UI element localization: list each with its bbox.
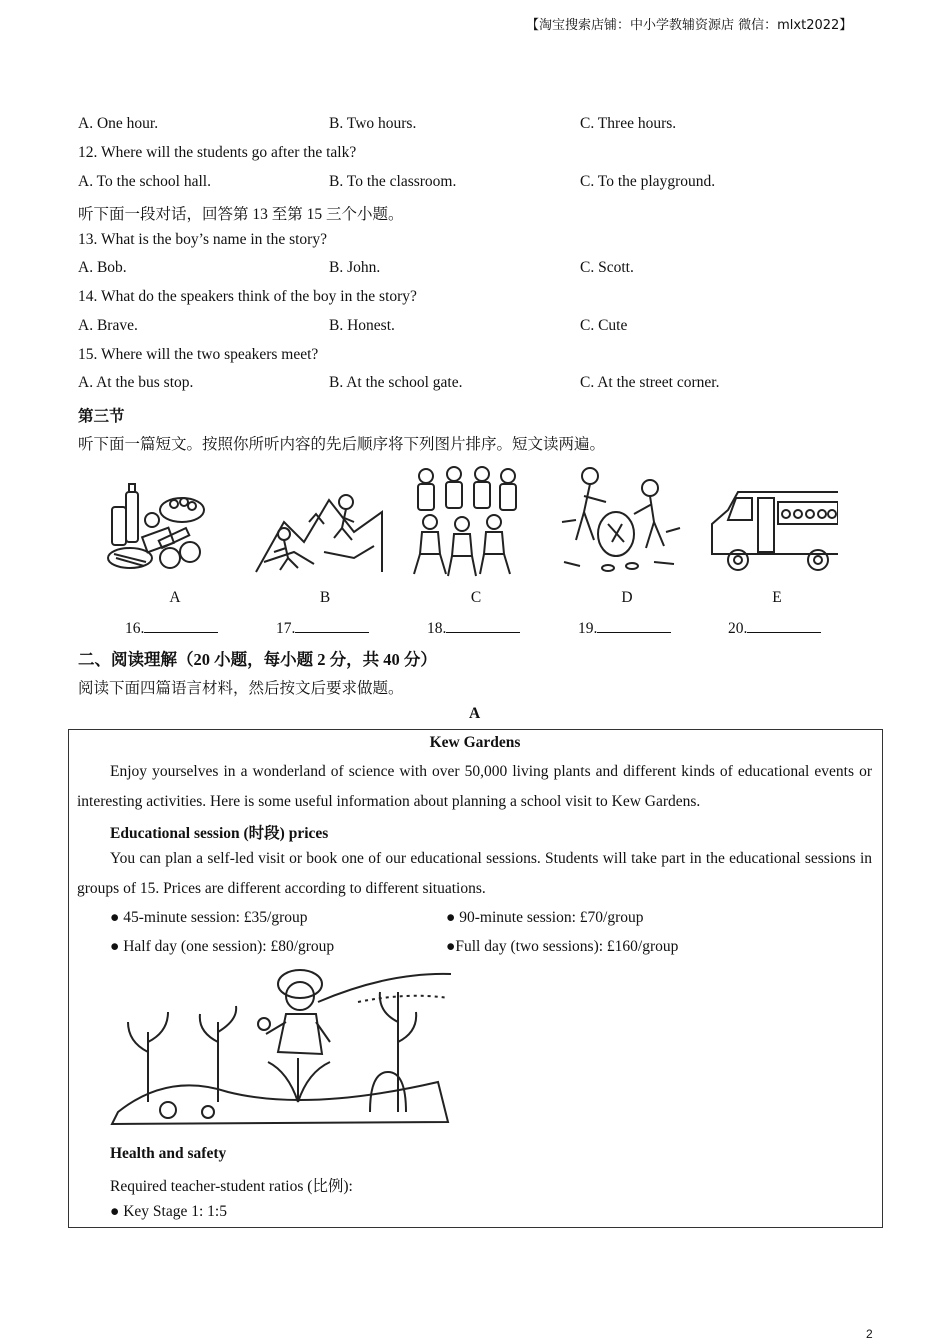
answer-blank-16[interactable]: [125, 618, 218, 638]
answer-blank-20-number: 20.: [728, 620, 748, 637]
answer-blank-19-number: 19.: [578, 620, 598, 637]
answer-blank-18[interactable]: [427, 618, 520, 638]
q13-question: [78, 231, 878, 253]
section3-instruction-text: 听下面一篇短文。按照你所听内容的先后顺序将下列图片排序。短文读两遍。: [78, 436, 606, 453]
answer-blank-20[interactable]: [728, 618, 821, 638]
q13-options: [78, 259, 878, 281]
q13-option-b: B. John.: [329, 259, 381, 276]
q11-options: [78, 115, 878, 137]
prices-heading: Educational session (时段) prices: [110, 825, 329, 842]
page-number: 2: [866, 1327, 873, 1341]
picture-label-e: E: [772, 589, 782, 606]
passage-intro: [77, 757, 872, 816]
q14-option-c: C. Cute: [580, 317, 628, 334]
q12-options: [78, 173, 878, 195]
q15-option-a: A. At the bus stop.: [78, 374, 194, 391]
price-item-45min: ● 45-minute session: £35/group: [110, 909, 308, 926]
q12-question: [78, 144, 878, 166]
mountain-climbing-icon: [254, 462, 384, 580]
q15-options: [78, 374, 878, 396]
instruction-13-15-text: 听下面一段对话，回答第 13 至第 15 三个小题。: [78, 206, 404, 223]
q11-option-b: B. Two hours.: [329, 115, 417, 132]
q14-question: [78, 288, 878, 310]
passage-intro-text: Enjoy yourselves in a wonderland of science with over 50,000 living plants and different kinds of educational events or interesting activities. Here is some useful information about planning a school visit to Kew Gardens.: [77, 763, 872, 810]
passage-title: Kew Gardens: [429, 734, 521, 751]
school-bus-icon: [708, 462, 838, 580]
answer-line: [295, 618, 369, 633]
ratio-key-stage-1: ● Key Stage 1: 1:5: [110, 1203, 227, 1220]
reading-instruction-text: 阅读下面四篇语言材料，然后按文后要求做题。: [78, 680, 404, 697]
reading-part-title: [78, 646, 878, 668]
section3-title: [78, 404, 878, 426]
answer-blank-19[interactable]: [578, 618, 671, 638]
section3-instruction: [78, 432, 878, 454]
answer-blank-16-number: 16.: [125, 620, 145, 637]
q14-option-a: A. Brave.: [78, 317, 138, 334]
q13-question-text: 13. What is the boy’s name in the story?: [78, 231, 327, 248]
price-item-half-day: ● Half day (one session): £80/group: [110, 938, 335, 955]
health-heading: Health and safety: [110, 1145, 227, 1162]
q12-option-c: C. To the playground.: [580, 173, 716, 190]
answer-line: [597, 618, 671, 633]
reading-part-title-text: 二、阅读理解（20 小题，每小题 2 分，共 40 分）: [78, 650, 437, 669]
picture-label-a: A: [169, 589, 181, 606]
q13-option-a: A. Bob.: [78, 259, 127, 276]
q14-question-text: 14. What do the speakers think of the boy in the story?: [78, 288, 417, 305]
group-students-icon: [404, 462, 534, 580]
prices-paragraph-text: You can plan a self-led visit or book one of our educational sessions. Students will take part in the educational sessions in groups of 15. Prices are different according to different situations.: [77, 850, 872, 897]
q15-option-b: B. At the school gate.: [329, 374, 463, 391]
q12-question-text: 12. Where will the students go after the talk?: [78, 144, 357, 161]
q15-option-c: C. At the street corner.: [580, 374, 720, 391]
answer-blank-17-number: 17.: [276, 620, 296, 637]
passage-label: A: [469, 705, 481, 722]
answer-blank-18-number: 18.: [427, 620, 447, 637]
answer-line: [144, 618, 218, 633]
q13-option-c: C. Scott.: [580, 259, 634, 276]
food-picnic-icon: [104, 462, 234, 580]
picking-litter-icon: [554, 462, 684, 580]
q12-option-b: B. To the classroom.: [329, 173, 457, 190]
answer-line: [446, 618, 520, 633]
q11-option-a: A. One hour.: [78, 115, 159, 132]
prices-paragraph: [77, 844, 872, 903]
picture-label-b: B: [319, 589, 331, 606]
header-watermark: 【淘宝搜索店铺：中小学教辅资源店 微信：mlxt2022】: [526, 18, 853, 33]
price-item-full-day: ●Full day (two sessions): £160/group: [446, 938, 679, 955]
instruction-13-15: [78, 202, 878, 224]
q15-question: [78, 346, 878, 368]
q14-option-b: B. Honest.: [329, 317, 395, 334]
q11-option-c: C. Three hours.: [580, 115, 677, 132]
picture-label-c: C: [470, 589, 482, 606]
section3-title-text: 第三节: [78, 408, 125, 425]
picture-label-d: D: [621, 589, 633, 606]
q15-question-text: 15. Where will the two speakers meet?: [78, 346, 319, 363]
q12-option-a: A. To the school hall.: [78, 173, 211, 190]
price-item-90min: ● 90-minute session: £70/group: [446, 909, 644, 926]
q14-options: [78, 317, 878, 339]
ratios-label: Required teacher-student ratios (比例):: [110, 1178, 353, 1195]
answer-blank-17[interactable]: [276, 618, 369, 638]
girl-gardening-icon: [108, 962, 453, 1128]
reading-instruction: [78, 676, 878, 698]
answer-line: [747, 618, 821, 633]
